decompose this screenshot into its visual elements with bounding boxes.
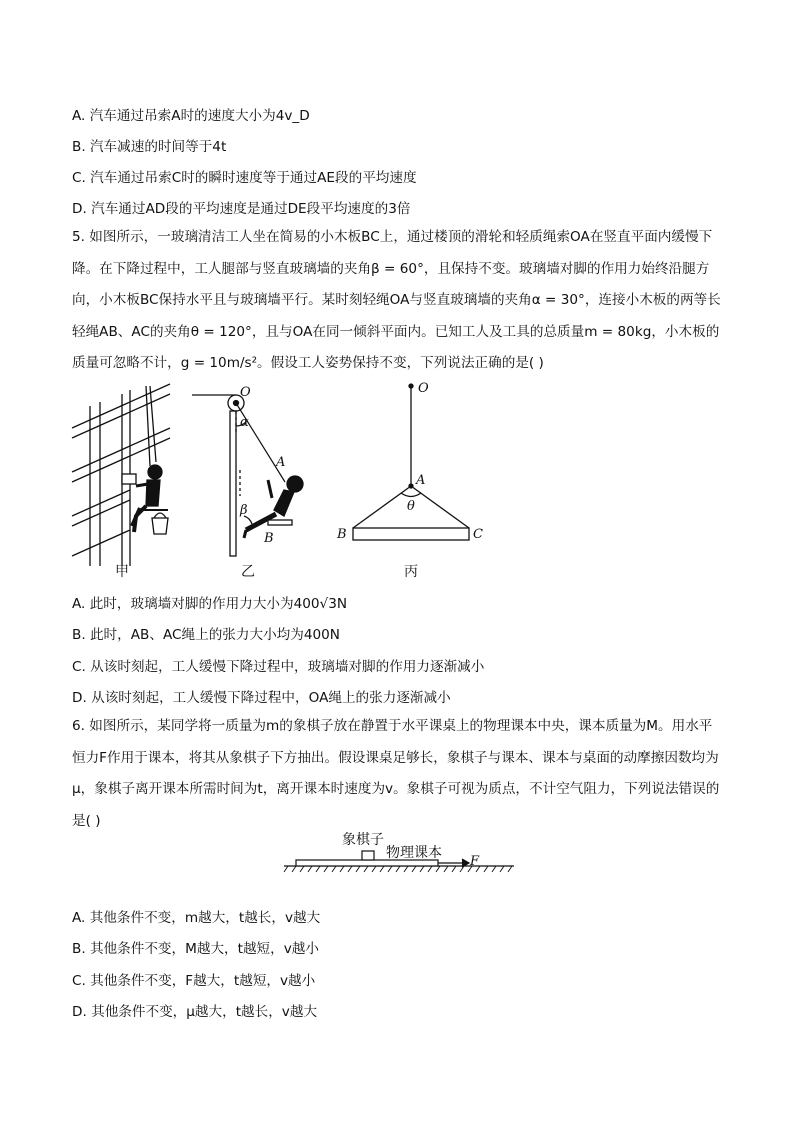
q6-figure (282, 826, 542, 876)
figure-bing (353, 384, 469, 540)
label-piece: 象棋子 (342, 832, 384, 848)
q4-option-c: C. 汽车通过吊索C时的瞬时速度等于通过AE段的平均速度 (72, 170, 417, 186)
caption-jia: 甲 (115, 564, 129, 580)
caption-bing: 丙 (404, 564, 418, 580)
q6-option-c: C. 其他条件不变，F越大，t越短，v越小 (72, 973, 316, 989)
label-F: F (470, 854, 480, 869)
q5-stem: 5. 如图所示，一玻璃清洁工人坐在简易的小木板BC上，通过楼顶的滑轮和轻质绳索OA在竖直平面内缓慢下降。在下降过程中，工人腿部与竖直玻璃墙的夹角β = 60°，且保持不变。玻璃墙对脚的作用力始终沿腿方向，小木板BC保持水平且与玻璃墙平行。某时刻轻绳OA与竖直玻璃墙的夹角α = 30°，连接小木板的两等长轻绳AB、AC的夹角θ = 120°，且与OA在同一倾斜平面内。已知工人及工具的总质量m = 80kg，小木板的质量可忽略不计，g = 10m/s²。假设工人姿势保持不变，下列说法正确的是( ) (72, 229, 721, 372)
q6-option-a: A. 其他条件不变，m越大，t越长，v越大 (72, 910, 321, 926)
label-book: 物理课本 (386, 845, 442, 861)
q6-option-d: D. 其他条件不变，μ越大，t越长，v越大 (72, 1004, 318, 1020)
q4-option-b: B. 汽车减速的时间等于4t (72, 139, 227, 155)
q5-figure (0, 376, 794, 586)
q4-option-d: D. 汽车通过AD段的平均速度是通过DE段平均速度的3倍 (72, 201, 411, 217)
label-B-yi: B (264, 531, 274, 546)
label-A-yi: A (276, 455, 286, 470)
q5-option-c: C. 从该时刻起，工人缓慢下降过程中，玻璃墙对脚的作用力逐渐减小 (72, 659, 485, 675)
q5-option-a: A. 此时，玻璃墙对脚的作用力大小为400√3N (72, 596, 348, 612)
figure-jia (72, 384, 170, 566)
label-theta: θ (407, 499, 415, 514)
q6-stem: 6. 如图所示，某同学将一质量为m的象棋子放在静置于水平课桌上的物理课本中央，课本质量为M。用水平恒力F作用于课本，将其从象棋子下方抽出。假设课桌足够长，象棋子与课本、课本与桌面的动摩擦因数均为μ，象棋子离开课本所需时间为t，离开课本时速度为v。象棋子可视为质点，不计空气阻力，下列说法错误的是( ) (72, 718, 720, 829)
label-A-bing: A (416, 473, 426, 488)
label-O-bing: O (418, 381, 429, 396)
q6-option-b: B. 其他条件不变，M越大，t越短，v越小 (72, 941, 319, 957)
label-O-yi: O (240, 385, 251, 400)
label-alpha: α (240, 415, 249, 430)
q5-option-b: B. 此时，AB、AC绳上的张力大小均为400N (72, 627, 340, 643)
label-B-bing: B (337, 527, 347, 542)
caption-yi: 乙 (241, 564, 255, 580)
label-C-bing: C (473, 527, 483, 542)
q5-option-d: D. 从该时刻起，工人缓慢下降过程中，OA绳上的张力逐渐减小 (72, 690, 451, 706)
q4-option-a: A. 汽车通过吊索A时的速度大小为4v_D (72, 108, 310, 124)
label-beta: β (240, 503, 248, 518)
